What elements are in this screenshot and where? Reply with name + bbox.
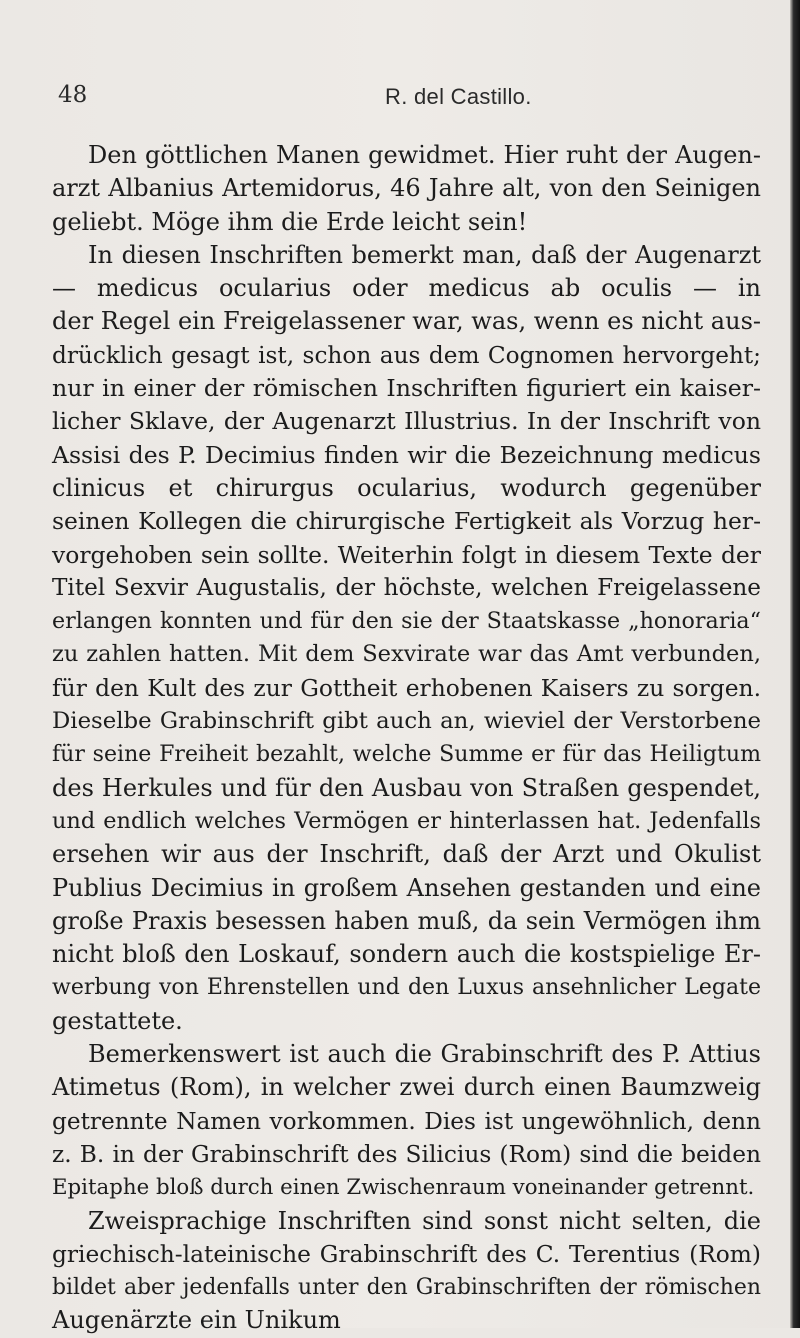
text-line: Publius Decimius in großem Ansehen gestanden und eine [52,873,761,902]
text-line: nicht bloß den Loskauf, sondern auch die kostspielige Er- [52,940,761,969]
text-line: griechisch-lateinische Grabinschrift des C. Terentius (Rom) [52,1240,761,1268]
text-line: Epitaphe bloß durch einen Zwischenraum voneinander getrennt. [52,1175,755,1201]
text-line: zu zahlen hatten. Mit dem Sexvirate war das Amt verbunden, [52,641,761,668]
page-header [58,82,748,112]
text-line: — medicus ocularius oder medicus ab oculis — in [52,274,761,303]
text-line: Zweisprachige Inschriften sind sonst nicht selten, die [88,1206,761,1235]
text-line: vorgehoben sein sollte. Weiterhin folgt in diesem Texte der [52,540,761,569]
text-line: licher Sklave, der Augenarzt Illustrius. In der Inschrift von [52,407,761,436]
running-head: R. del Castillo. [385,84,532,109]
text-line: In diesen Inschriften bemerkt man, daß der Augenarzt [88,240,761,269]
text-line: z. B. in der Grabinschrift des Silicius (Rom) sind die beiden [52,1140,761,1168]
page-number: 48 [58,82,88,108]
text-line: für den Kult des zur Gottheit erhobenen Kaisers zu sorgen. [52,673,761,702]
text-line: Den göttlichen Manen gewidmet. Hier ruht der Augen- [88,141,761,169]
text-line: clinicus et chirurgus ocularius, wodurch gegenüber [52,473,761,502]
text-line: Atimetus (Rom), in welcher zwei durch einen Baumzweig [52,1073,761,1102]
text-line: Bemerkenswert ist auch die Grabinschrift des P. Attius [88,1040,761,1069]
body-text [52,139,761,1338]
text-line: des Herkules und für den Ausbau von Straßen gespendet, [52,773,761,802]
text-line: bildet aber jedenfalls unter den Grabinschriften der römischen [52,1275,761,1301]
text-line: große Praxis besessen haben muß, da sein Vermögen ihm [52,906,761,935]
text-line: geliebt. Möge ihm die Erde leicht sein! [52,207,528,236]
text-line: und endlich welches Vermögen er hinterlassen hat. Jedenfalls [52,807,761,834]
text-line: für seine Freiheit bezahlt, welche Summe er für das Heiligtum [52,742,761,768]
text-line: gestattete. [52,1006,183,1035]
text-line: Augenärzte ein Unikum [52,1306,341,1335]
text-line: werbung von Ehrenstellen und den Luxus ansehnlicher Legate [52,975,761,1001]
text-line: der Regel ein Freigelassener war, was, wenn es nicht aus- [52,307,761,336]
text-line: erlangen konnten und für den sie der Staatskasse „honoraria“ [52,608,761,635]
text-line: ersehen wir aus der Inschrift, daß der Arzt und Okulist [52,840,761,869]
text-line: Titel Sexvir Augustalis, der höchste, welchen Freigelassene [52,574,761,601]
text-line: getrennte Namen vorkommen. Dies ist ungewöhnlich, denn [52,1107,761,1135]
text-line: Dieselbe Grabinschrift gibt auch an, wieviel der Verstorbene [52,708,761,735]
page-edge-shadow [790,0,800,1328]
text-line: seinen Kollegen die chirurgische Fertigkeit als Vorzug her- [52,507,761,536]
text-line: Assisi des P. Decimius finden wir die Bezeichnung medicus [52,440,761,469]
text-line: nur in einer der römischen Inschriften figuriert ein kaiser- [52,374,761,403]
text-line: arzt Albanius Artemidorus, 46 Jahre alt, von den Seinigen [52,174,761,203]
text-line: drücklich gesagt ist, schon aus dem Cognomen hervorgeht; [52,341,761,369]
